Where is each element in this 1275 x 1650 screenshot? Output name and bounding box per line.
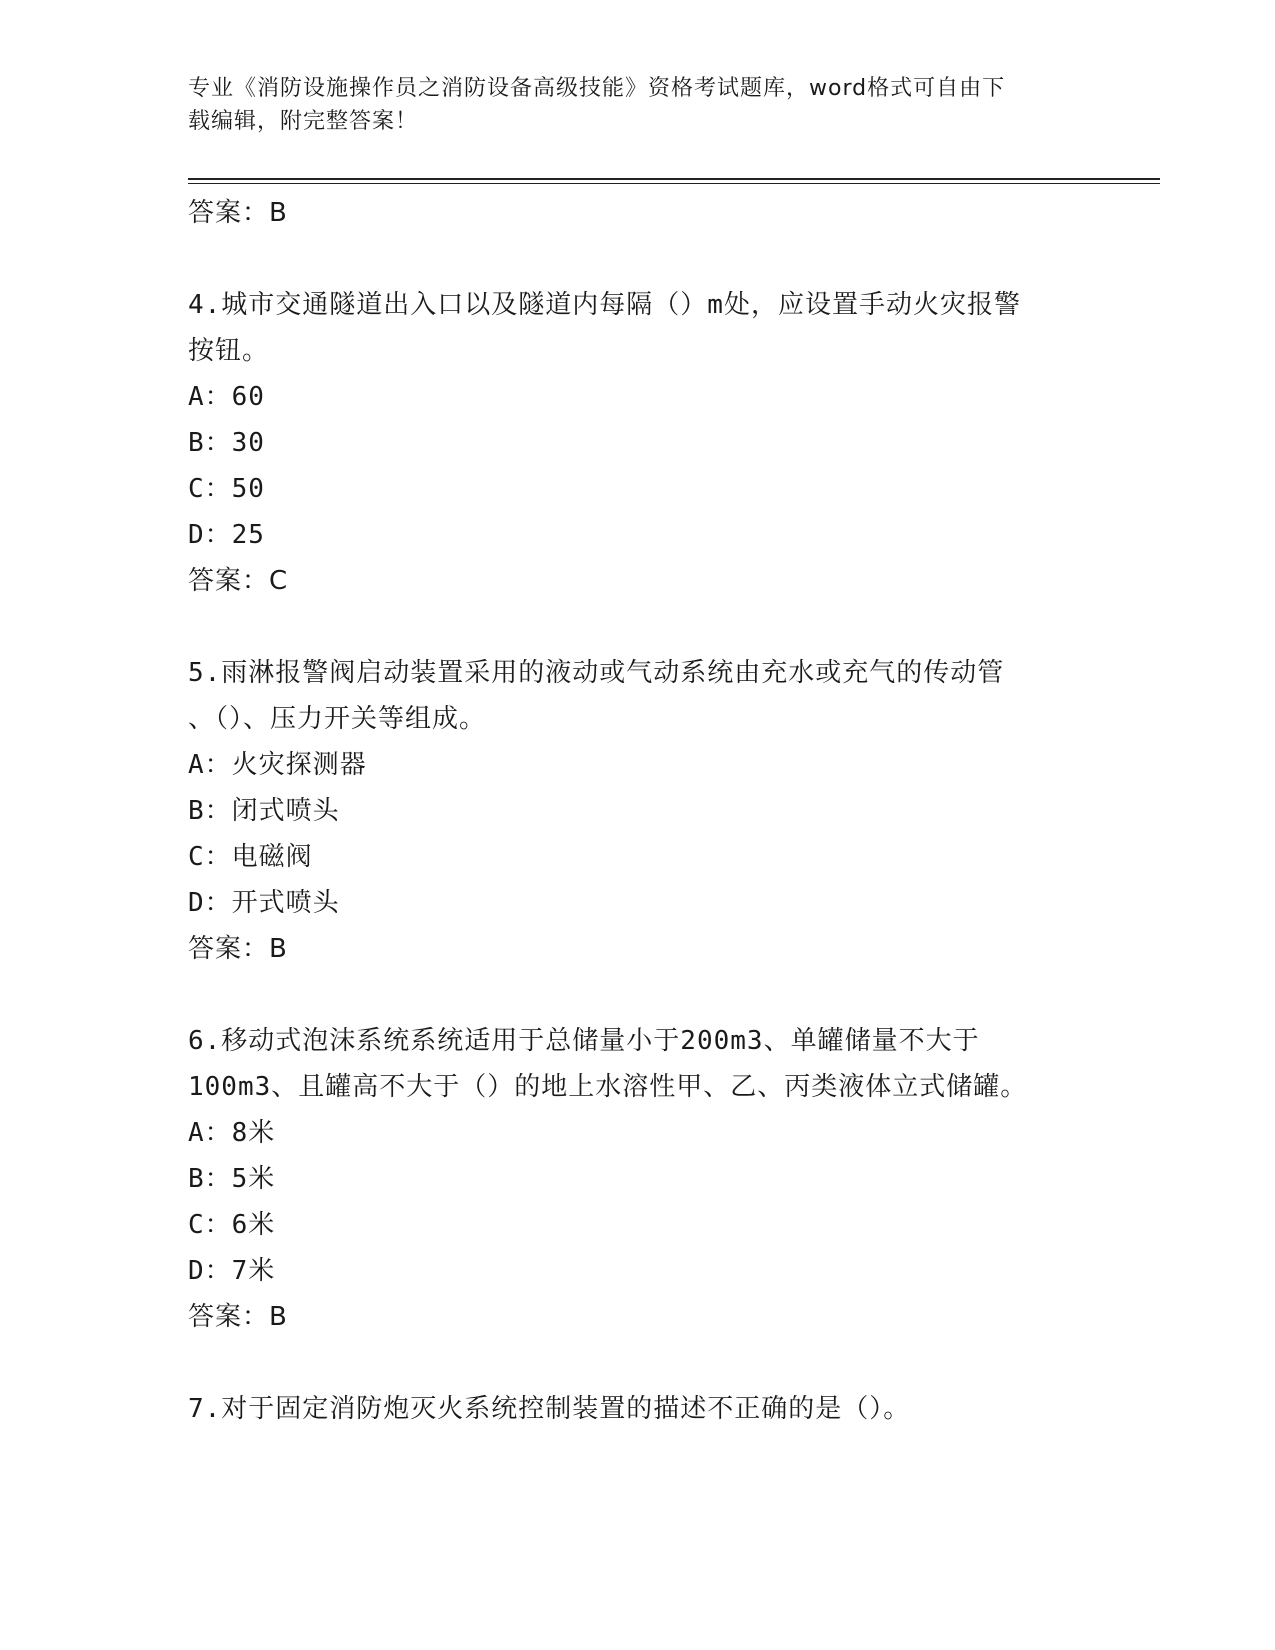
spacer: [188, 236, 1088, 282]
option-a: A：60: [188, 382, 265, 412]
spacer: [188, 972, 1088, 1018]
option-d: D：25: [188, 520, 265, 550]
question-stem: 4.城市交通隧道出入口以及隧道内每隔（）m处，应设置手动火灾报警: [188, 290, 1021, 320]
header-line-1: 专业《消防设施操作员之消防设备高级技能》资格考试题库，word格式可自由下: [188, 76, 1006, 101]
question-block: [188, 650, 1088, 972]
option-b: B：闭式喷头: [188, 796, 340, 826]
option-d: D：开式喷头: [188, 888, 340, 918]
answer-line: 答案：B: [188, 1302, 288, 1332]
question-stem-continued: 、（）、压力开关等组成。: [188, 704, 487, 734]
option-d: D：7米: [188, 1256, 276, 1286]
header-rule-thin: [188, 183, 1160, 184]
question-stem: 5.雨淋报警阀启动装置采用的液动或气动系统由充水或充气的传动管: [188, 658, 1005, 688]
option-b: B：30: [188, 428, 265, 458]
option-a: A：火灾探测器: [188, 750, 367, 780]
question-stem-continued: 按钮。: [188, 336, 270, 366]
header-rule-thick: [188, 178, 1160, 180]
question-block: [188, 1386, 1088, 1432]
question-stem-continued: 100m3、且罐高不大于（）的地上水溶性甲、乙、丙类液体立式储罐。: [188, 1072, 1028, 1102]
option-c: C：电磁阀: [188, 842, 313, 872]
question-stem: 7.对于固定消防炮灭火系统控制装置的描述不正确的是（）。: [188, 1394, 911, 1424]
question-stem: 6.移动式泡沫系统系统适用于总储量小于200m3、单罐储量不大于: [188, 1026, 980, 1056]
question-list: [188, 190, 1088, 1432]
spacer: [188, 604, 1088, 650]
header-line-2: 载编辑，附完整答案！: [188, 109, 419, 134]
previous-answer: 答案：B: [188, 198, 288, 228]
option-b: B：5米: [188, 1164, 276, 1194]
option-a: A：8米: [188, 1118, 276, 1148]
question-block: [188, 1018, 1088, 1340]
answer-line: 答案：B: [188, 934, 288, 964]
spacer: [188, 1340, 1088, 1386]
answer-line: 答案：C: [188, 566, 289, 596]
option-c: C：6米: [188, 1210, 276, 1240]
question-block: [188, 282, 1088, 604]
option-c: C：50: [188, 474, 265, 504]
page-header: [188, 72, 1088, 138]
